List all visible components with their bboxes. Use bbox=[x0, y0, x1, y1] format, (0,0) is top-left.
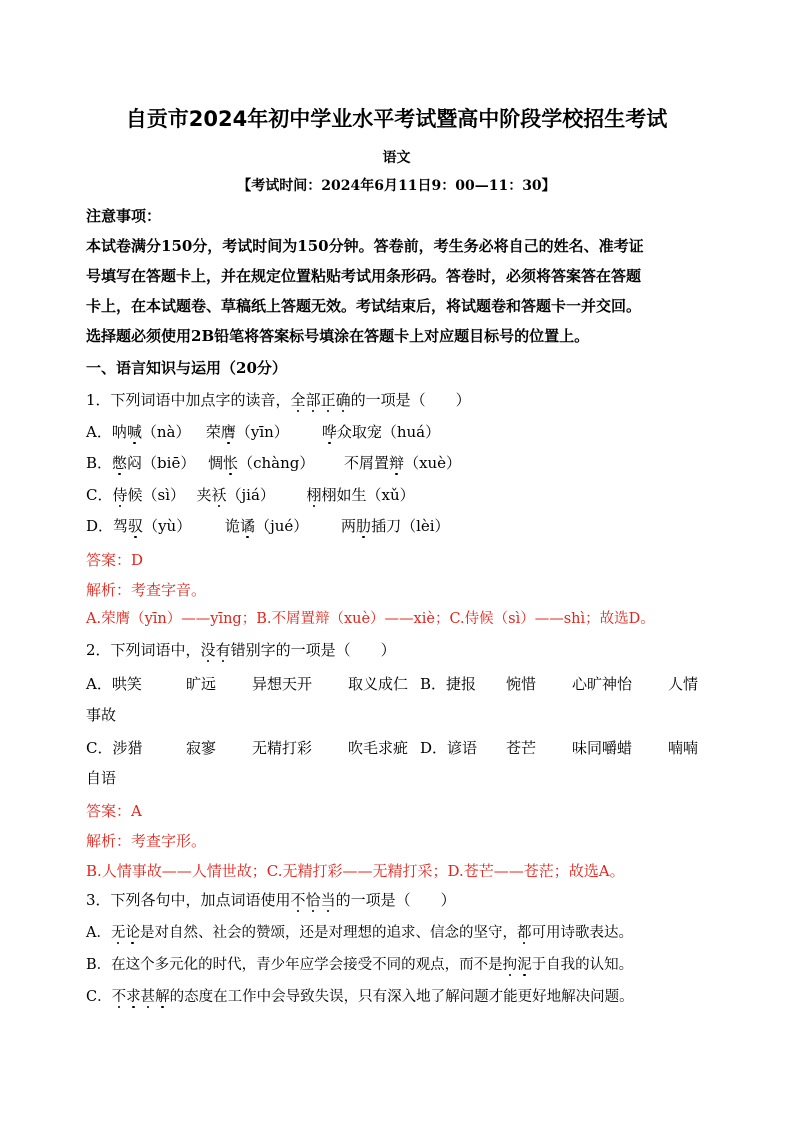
notice-line: 本试卷满分150分，考试时间为150分钟。答卷前，考生务必将自己的姓名、准考证 bbox=[86, 237, 644, 255]
question-1-option-c: C．侍候（sì） 夹袄（jiá） 栩栩如生（xǔ） bbox=[86, 486, 415, 504]
question-2-wrap-line: 事故 bbox=[86, 706, 117, 724]
question-2-detail: B.人情事故——人情世故；C.无精打彩——无精打采；D.苍芒——苍茫；故选A。 bbox=[86, 862, 625, 880]
question-3-option-c: C．不求甚解的态度在工作中会导致失误，只有深入地了解问题才能更好地解决问题。 bbox=[86, 989, 634, 1005]
question-1-stem: 1．下列词语中加点字的读音，全部正确的一项是（ ） bbox=[86, 391, 471, 409]
question-2-options-cd: C．涉猎 寂寥 无精打彩 吹毛求疵 D．谚语 苍芒 味同嚼蜡 喃喃 bbox=[86, 739, 699, 757]
notice-line: 选择题必须使用2B铅笔将答案标号填涂在答题卡上对应题目标号的位置上。 bbox=[86, 327, 590, 345]
question-1-answer: 答案：D bbox=[86, 551, 144, 569]
question-2-stem: 2．下列词语中，没有错别字的一项是（ ） bbox=[86, 641, 396, 659]
question-1-option-d: D．驾驭（yù） 诡谲（jué） 两肋插刀（lèi） bbox=[86, 517, 450, 535]
question-1-detail: A.荣膺（yīn）——yīng；B.不屑置辩（xuè）——xiè；C.侍候（sì）——shì；故选D。 bbox=[86, 611, 655, 627]
question-1-analysis: 解析：考查字音。 bbox=[86, 581, 207, 599]
exam-time: 【考试时间：2024年6月11日9：00—11：30】 bbox=[237, 178, 556, 194]
question-3-stem: 3．下列各句中，加点词语使用不恰当的一项是（ ） bbox=[86, 891, 456, 909]
question-2-wrap-line: 自语 bbox=[86, 769, 117, 787]
notice-heading: 注意事项： bbox=[86, 207, 162, 225]
question-3-option-b: B．在这个多元化的时代，青少年应学会接受不同的观点，而不是拘泥于自我的认知。 bbox=[86, 957, 634, 973]
question-3-option-a: A．无论是对自然、社会的赞颂，还是对理想的追求、信念的坚守，都可用诗歌表达。 bbox=[86, 925, 633, 941]
section-heading: 一、语言知识与运用（20分） bbox=[86, 359, 287, 377]
exam-title: 自贡市2024年初中学业水平考试暨高中阶段学校招生考试 bbox=[125, 107, 668, 131]
notice-line: 卡上，在本试题卷、草稿纸上答题无效。考试结束后，将试题卷和答题卡一并交回。 bbox=[86, 297, 642, 315]
question-2-analysis: 解析：考查字形。 bbox=[86, 832, 207, 850]
question-2-answer: 答案：A bbox=[86, 802, 142, 820]
notice-line: 号填写在答题卡上，并在规定位置粘贴考试用条形码。答卷时，必须将答案答在答题 bbox=[86, 267, 642, 285]
question-1-option-b: B．憋闷（biē） 惆怅（chàng） 不屑置辩（xuè） bbox=[86, 454, 462, 472]
question-2-options-ab: A．哄笑 旷远 异想天开 取义成仁 B．捷报 惋惜 心旷神怡 人情 bbox=[86, 675, 699, 693]
question-1-option-a: A．呐喊（nà） 荣膺（yīn） 哗众取宠（huá） bbox=[86, 423, 441, 441]
subject-label: 语文 bbox=[382, 150, 411, 166]
